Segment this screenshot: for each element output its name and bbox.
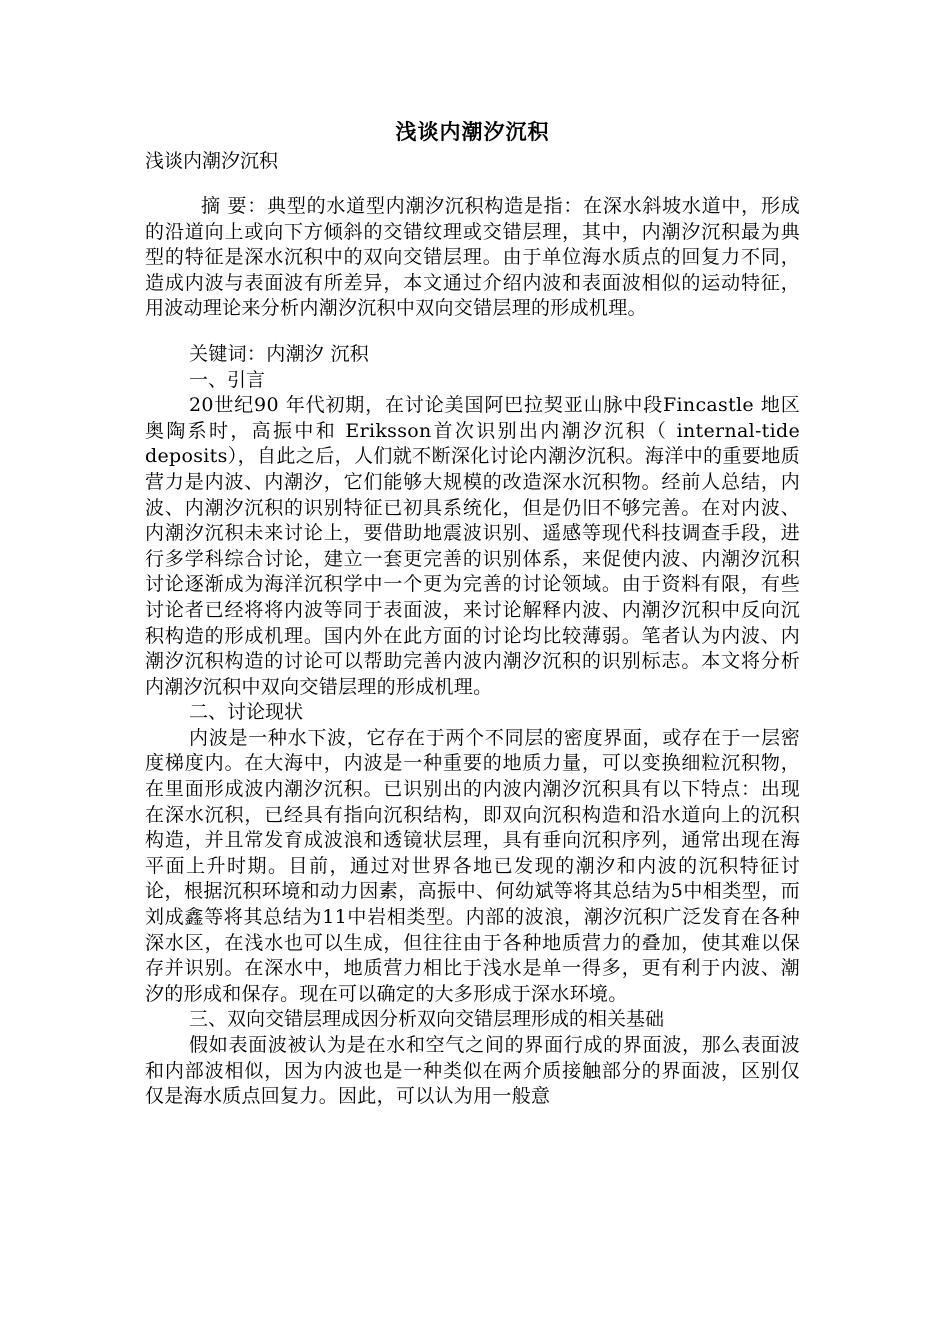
keywords-line: 关键词：内潮汐 沉积	[189, 342, 370, 365]
abstract-paragraph: 摘 要：典型的水道型内潮汐沉积构造是指：在深水斜坡水道中，形成的沿道向上或向下方倾斜的交错纹理或交错层理，其中，内潮汐沉积最为典型的特征是深水沉积中的双向交错层理。由于单位海水质点的回复力不同，造成内波与表面波有所差异，本文通过介绍内波和表面波相似的运动特征，用波动理论来分析内潮汐沉积中双向交错层理的形成机理。	[145, 195, 800, 320]
section-heading-analysis: 三、双向交错层理成因分析双向交错层理形成的相关基础	[189, 1008, 665, 1031]
document-title: 浅谈内潮汐沉积	[395, 120, 550, 144]
section-paragraph-introduction: 20世纪90 年代初期，在讨论美国阿巴拉契亚山脉中段Fincastle 地区奥陶系时，高振中和 Eriksson首次识别出内潮汐沉积（ internal-tide deposits），自此之后，人们就不断深化讨论内潮汐沉积。海洋中的重要地质营力是内波、内潮汐，它们能够大规模的改造深水沉积物。经前人总结，内波、内潮汐沉积的识别特征已初具系统化，但是仍旧不够完善。在对内波、内潮汐沉积未来讨论上，要借助地震波识别、遥感等现代科技调查手段，进行多学科综合讨论，建立一套更完善的识别体系，来促使内波、内潮汐沉积讨论逐渐成为海洋沉积学中一个更为完善的讨论领域。由于资料有限，有些讨论者已经将将内波等同于表面波，来讨论解释内波、内潮汐沉积中反向沉积构造的形成机理。国内外在此方面的讨论均比较薄弱。笔者认为内波、内潮汐沉积构造的讨论可以帮助完善内波内潮汐沉积的识别标志。本文将分析内潮汐沉积中双向交错层理的形成机理。	[145, 394, 800, 698]
document-body	[145, 118, 800, 1110]
section-paragraph-analysis: 假如表面波被认为是在水和空气之间的界面行成的界面波，那么表面波和内部波相似，因为内波也是一种类似在两介质接触部分的界面波，区别仅仅是海水质点回复力。因此，可以认为用一般意	[145, 1034, 800, 1108]
section-heading-status: 二、讨论现状	[189, 701, 304, 724]
section-heading-introduction: 一、引言	[189, 368, 266, 391]
document-subtitle: 浅谈内潮汐沉积	[145, 150, 279, 172]
section-paragraph-status: 内波是一种水下波，它存在于两个不同层的密度界面，或存在于一层密度梯度内。在大海中，内波是一种重要的地质力量，可以变换细粒沉积物，在里面形成波内潮汐沉积。已识别出的内波内潮汐沉积具有以下特点：出现在深水沉积，已经具有指向沉积结构，即双向沉积构造和沿水道向上的沉积构造，并且常发育成波浪和透镜状层理，具有垂向沉积序列，通常出现在海平面上升时期。目前，通过对世界各地已发现的潮汐和内波的沉积特征讨论，根据沉积环境和动力因素，高振中、何幼斌等将其总结为5中相类型，而刘成鑫等将其总结为11中岩相类型。内部的波浪，潮汐沉积广泛发育在各种深水区，在浅水也可以生成，但往往由于各种地质营力的叠加，使其难以保存并识别。在深水中，地质营力相比于浅水是单一得多，更有利于内波、潮汐的形成和保存。现在可以确定的大多形成于深水环境。	[145, 726, 800, 1005]
